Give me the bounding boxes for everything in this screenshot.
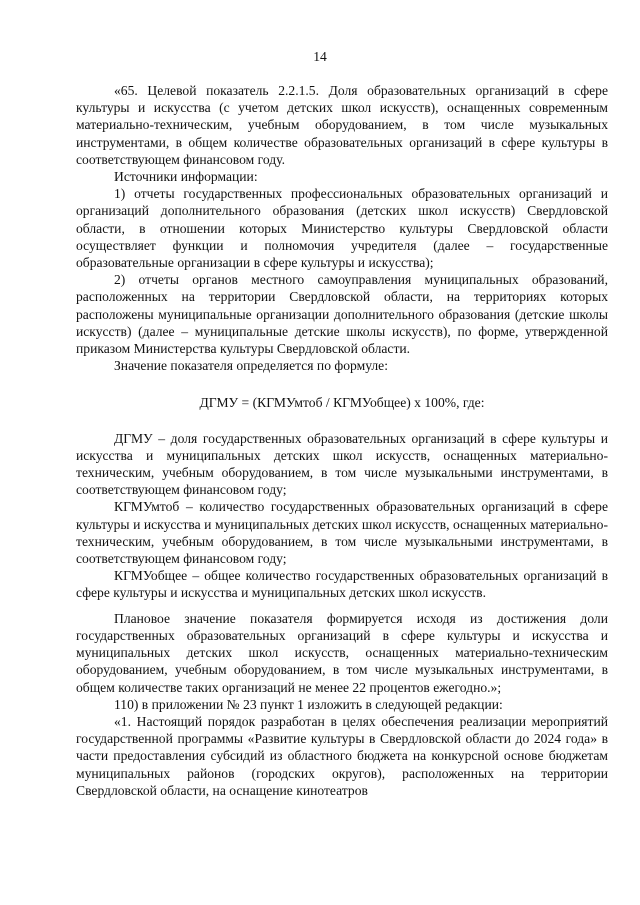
paragraph-source-2: 2) отчеты органов местного самоуправления муниципальных образований, расположенных на территории Свердловской области, на территориях которых расположены муниципальные организации дополнительного образования (детские школы искусств) (далее – муниципальные детские школы искусств), по форме, утвержденной приказом Министерства культуры Свердловской области. xyxy=(76,272,608,357)
definition-kgmuobshchee: КГМУобщее – общее количество государственных образовательных организаций в сфере культуры и искусства и муниципальных детских школ искусств. xyxy=(76,568,608,601)
page-number: 14 xyxy=(313,49,327,64)
formula: ДГМУ = (КГМУмтоб / КГМУобщее) x 100%, где: xyxy=(199,395,485,411)
definition-kgmumtob: КГМУмтоб – количество государственных образовательных организаций в сфере культуры и искусства и муниципальных детских школ искусств, оснащенных материально-техническим, учебным оборудованием, в том числе музыкальными инструментами, в соответствующем финансовом году; xyxy=(76,499,608,567)
paragraph-planned-value: Плановое значение показателя формируется исходя из достижения доли государственных образовательных организаций в сфере культуры и искусства и муниципальных детских школ искусств, оснащенных материально-техническим оборудованием, учебным оборудованием, в том числе музыкальных инструментами, в общем количестве таких организаций не менее 22 процентов ежегодно.»; xyxy=(76,610,608,695)
spacer xyxy=(76,602,608,610)
paragraph-indicator-65: «65. Целевой показатель 2.2.1.5. Доля образовательных организаций в сфере культуры и искусства (с учетом детских школ искусств), оснащенных современным материально-техническим, учебным оборудованием, в том числе музыкальных инструментами, в общем количестве образовательных организаций в сфере культуры в соответствующем финансовом году. xyxy=(76,83,608,167)
paragraph-amendment-110: 110) в приложении № 23 пункт 1 изложить в следующей редакции: xyxy=(114,696,503,712)
paragraph-procedure-1: «1. Настоящий порядок разработан в целях обеспечения реализации мероприятий государственной программы «Развитие культуры в Свердловской области до 2024 года» в части предоставления субсидий из областного бюджета на конкурсной основе бюджетам муниципальных районов (городских округов), расположенных на территории Свердловской области, на оснащение кинотеатров xyxy=(76,713,608,798)
paragraph-sources-heading: Источники информации: xyxy=(114,169,258,185)
document-body xyxy=(76,82,608,799)
definition-dgmu: ДГМУ – доля государственных образовательных организаций в сфере культуры и искусства и муниципальных детских школ искусств, оснащенных материально-техническим, учебным оборудованием, в том числе музыкальными инструментами, в соответствующем финансовом году; xyxy=(76,430,608,498)
paragraph-source-1: 1) отчеты государственных профессиональных образовательных организаций и организаций дополнительного образования (детских школ искусств) Свердловской области, в отношении которых Министерство культуры Свердловской области осуществляет функции и полномочия учредителя (далее – государственные образовательные организации в сфере культуры и искусства); xyxy=(76,186,608,271)
paragraph-formula-intro: Значение показателя определяется по формуле: xyxy=(114,358,388,374)
